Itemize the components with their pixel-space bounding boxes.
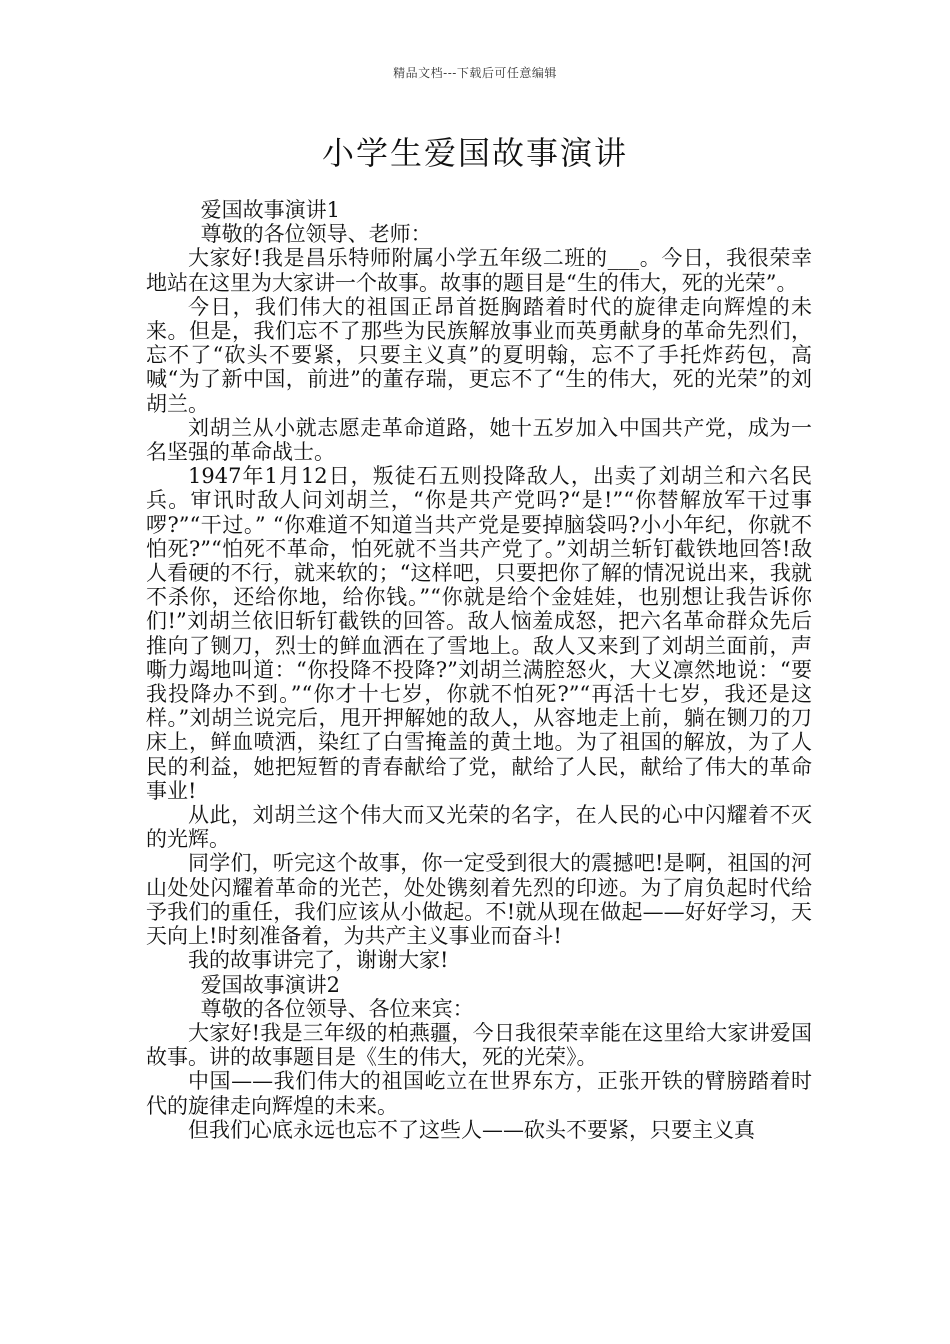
paragraph: 但我们心底永远也忘不了这些人——砍头不要紧，只要主义真 — [188, 1117, 755, 1142]
salutation: 尊敬的各位领导、老师： — [200, 222, 432, 247]
paragraph: 今日，我们伟大的祖国正昂首挺胸踏着时代的旋律走向辉煌的未来。但是，我们忘不了那些为民族解放事业而英勇献身的革命先烈们，忘不了“砍头不要紧，只要主义真”的夏明翰，忘不了手托炸药包，高喊“为了新中国，前进”的董存瑞，更忘不了“生的伟大，死的光荣”的刘胡兰。 — [146, 294, 812, 416]
paragraph: 中国——我们伟大的祖国屹立在世界东方，正张开铁的臂膀踏着时代的旋律走向辉煌的未来。 — [146, 1069, 812, 1118]
paragraph: 大家好!我是三年级的柏燕疆，今日我很荣幸能在这里给大家讲爱国故事。讲的故事题目是《生的伟大，死的光荣》。 — [146, 1020, 812, 1070]
paragraph: 同学们，听完这个故事，你一定受到很大的震撼吧!是啊，祖国的河山处处闪耀着革命的光芒，处处镌刻着先烈的印迹。为了肩负起时代给予我们的重任，我们应该从小做起。不!就从现在做起——好好学习，天天向上!时刻准备着，为共产主义事业而奋斗! — [146, 851, 812, 949]
paragraph: 刘胡兰从小就志愿走革命道路，她十五岁加入中国共产党，成为一名坚强的革命战士。 — [146, 415, 812, 465]
section-heading: 爱国故事演讲2 — [200, 972, 340, 997]
paragraph: 大家好!我是昌乐特师附属小学五年级二班的___。今日，我很荣幸地站在这里为大家讲一个故事。故事的题目是“生的伟大，死的光荣”。 — [146, 246, 812, 295]
document-body — [146, 198, 812, 1142]
paragraph: 我的故事讲完了，谢谢大家! — [188, 948, 449, 973]
paragraph: 1947年1月12日，叛徒石五则投降敌人，出卖了刘胡兰和六名民兵。审讯时敌人问刘胡兰，“你是共产党吗?“是!”“你替解放军干过事啰?”“干过。” “你难道不知道当共产党是要掉脑袋吗?小小年纪，你就不怕死?”“怕死不革命，怕死就不当共产党了。”刘胡兰斩钉截铁地回答!敌人看硬的不行，就来软的；“这样吧，只要把你了解的情况说出来，我就不杀你，还给你地，给你钱。”“你就是给个金娃娃，也别想让我告诉你们!”刘胡兰依旧斩钉截铁的回答。敌人恼羞成怒，把六名革命群众先后推向了铡刀，烈士的鲜血洒在了雪地上。敌人又来到了刘胡兰面前，声嘶力竭地叫道：“你投降不投降?”刘胡兰满腔怒火，大义凛然地说：“要我投降办不到。”“你才十七岁，你就不怕死?”“再活十七岁，我还是这样。”刘胡兰说完后，甩开押解她的敌人，从容地走上前，躺在铡刀的刀床上，鲜血喷洒，染红了白雪掩盖的黄土地。为了祖国的解放，为了人民的利益，她把短暂的青春献给了党，献给了人民，献给了伟大的革命事业! — [146, 464, 812, 803]
salutation: 尊敬的各位领导、各位来宾： — [200, 996, 474, 1021]
document-title: 小学生爱国故事演讲 — [321, 134, 628, 172]
section-heading: 爱国故事演讲1 — [200, 198, 340, 222]
paragraph: 从此，刘胡兰这个伟大而又光荣的名字，在人民的心中闪耀着不灭的光辉。 — [146, 803, 812, 852]
header-note: 精品文档---下载后可任意编辑 — [393, 66, 557, 80]
